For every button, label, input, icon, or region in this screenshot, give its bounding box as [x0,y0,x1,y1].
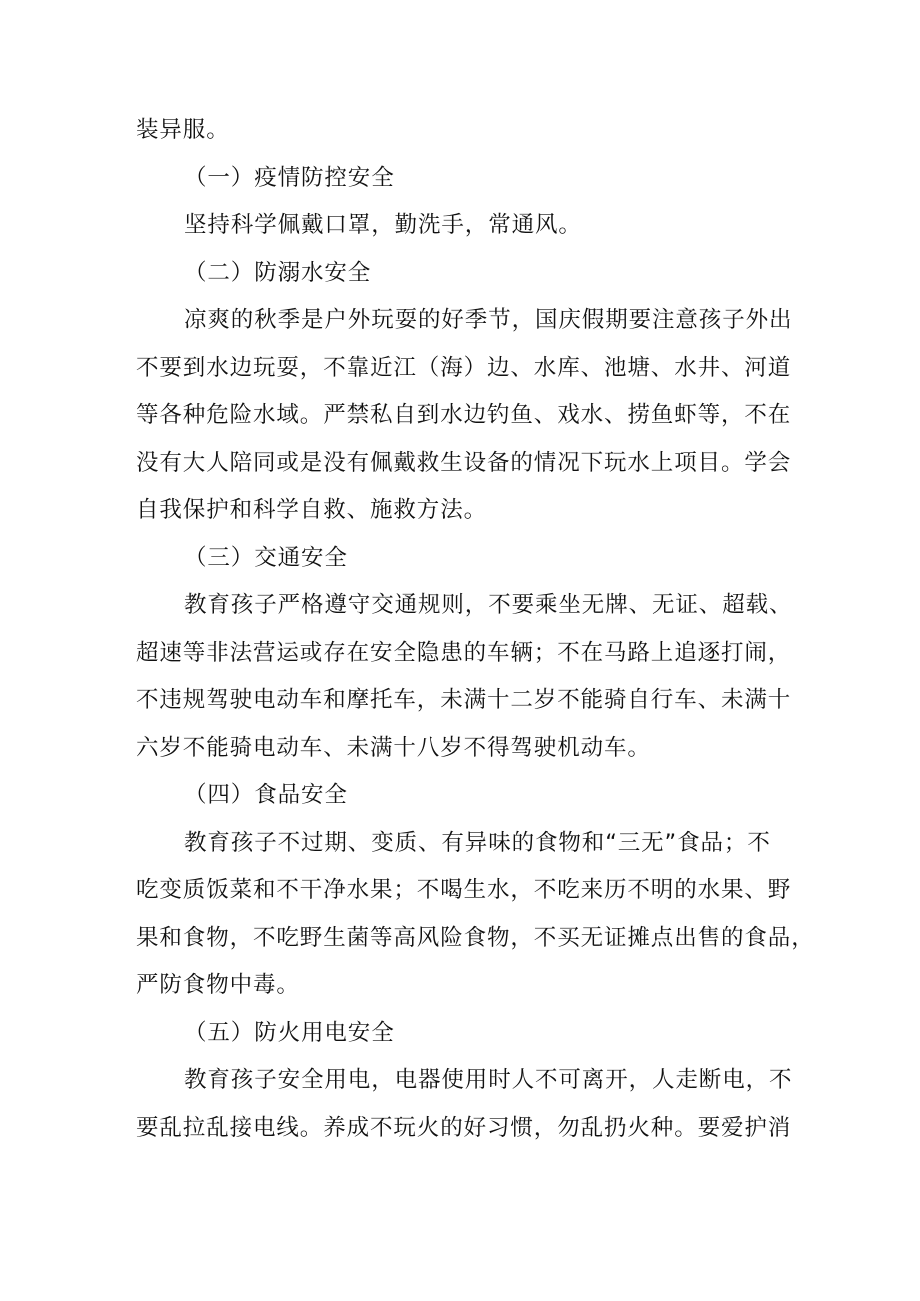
section-heading: （五）防火用电安全 [184,1020,395,1046]
paragraph-line: 严防食物中毒。 [136,972,300,998]
paragraph-line: 六岁不能骑电动车、未满十八岁不得驾驶机动车。 [136,735,651,761]
paragraph-line: 要乱拉乱接电线。养成不玩火的好习惯，勿乱扔火种。要爱护消 [136,1115,792,1141]
paragraph-line: 没有大人陪同或是没有佩戴救生设备的情况下玩水上项目。学会 [136,450,792,476]
paragraph-line: 超速等非法营运或存在安全隐患的车辆；不在马路上追逐打闹， [136,640,792,666]
paragraph-line: 教育孩子安全用电，电器使用时人不可离开，人走断电，不 [184,1067,793,1093]
paragraph-line: 凉爽的秋季是户外玩耍的好季节，国庆假期要注意孩子外出 [184,307,793,333]
section-heading: （一）疫情防控安全 [184,165,395,191]
paragraph-line: 等各种危险水域。严禁私自到水边钓鱼、戏水、捞鱼虾等，不在 [136,402,792,428]
paragraph-line: 装异服。 [136,117,230,143]
paragraph-line: 果和食物，不吃野生菌等高风险食物，不买无证摊点出售的食品， [136,925,815,951]
section-heading: （三）交通安全 [184,545,348,571]
paragraph-line: 不要到水边玩耍，不靠近江（海）边、水库、池塘、水井、河道 [136,355,792,381]
paragraph-line: 坚持科学佩戴口罩，勤洗手，常通风。 [184,212,582,238]
paragraph-line: 不违规驾驶电动车和摩托车，未满十二岁不能骑自行车、未满十 [136,687,792,713]
paragraph-line: 教育孩子严格遵守交通规则，不要乘坐无牌、无证、超载、 [184,592,793,618]
section-heading: （四）食品安全 [184,782,348,808]
section-heading: （二）防溺水安全 [184,260,372,286]
paragraph-line: 教育孩子不过期、变质、有异味的食物和“三无”食品；不 [184,830,771,856]
paragraph-line: 自我保护和科学自救、施救方法。 [136,497,488,523]
paragraph-line: 吃变质饭菜和不干净水果；不喝生水，不吃来历不明的水果、野 [136,877,792,903]
